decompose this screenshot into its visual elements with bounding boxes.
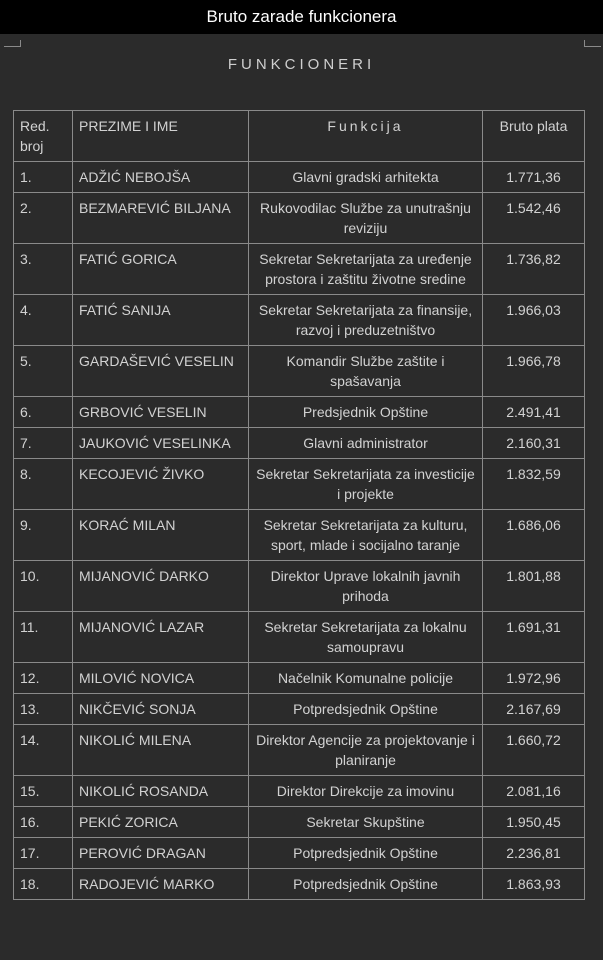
cell-rb: 9. [14,510,73,561]
table-row [14,162,585,193]
cell-rb: 18. [14,869,73,900]
cell-amount: 1.691,31 [483,612,585,663]
cell-name: JAUKOVIĆ VESELINKA [73,428,249,459]
cell-function: Glavni administrator [249,428,483,459]
cell-rb: 3. [14,244,73,295]
table-row [14,612,585,663]
header-amount: Bruto plata [483,111,585,162]
cell-name: FATIĆ GORICA [73,244,249,295]
table-row [14,838,585,869]
cell-amount: 1.542,46 [483,193,585,244]
cell-function: Sekretar Sekretarijata za kulturu, sport, mlade i socijalno taranje [249,510,483,561]
cell-name: NIKOLIĆ MILENA [73,725,249,776]
cell-name: PEROVIĆ DRAGAN [73,838,249,869]
cell-function: Načelnik Komunalne policije [249,663,483,694]
cell-amount: 1.972,96 [483,663,585,694]
cell-function: Direktor Uprave lokalnih javnih prihoda [249,561,483,612]
header-rb: Red. broj [14,111,73,162]
cell-name: BEZMAREVIĆ BILJANA [73,193,249,244]
cell-rb: 2. [14,193,73,244]
cell-rb: 13. [14,694,73,725]
cell-name: KORAĆ MILAN [73,510,249,561]
cell-rb: 10. [14,561,73,612]
cell-function: Sekretar Skupštine [249,807,483,838]
cell-name: MIJANOVIĆ LAZAR [73,612,249,663]
table-body [14,162,585,900]
table-row [14,510,585,561]
table-row [14,561,585,612]
cell-rb: 15. [14,776,73,807]
cell-amount: 2.081,16 [483,776,585,807]
cell-amount: 1.966,03 [483,295,585,346]
cell-rb: 14. [14,725,73,776]
cell-name: MILOVIĆ NOVICA [73,663,249,694]
app-title-bar [0,0,603,34]
cell-function: Sekretar Sekretarijata za uređenje prostora i zaštitu životne sredine [249,244,483,295]
cell-name: MIJANOVIĆ DARKO [73,561,249,612]
cell-name: NIKOLIĆ ROSANDA [73,776,249,807]
table-row [14,663,585,694]
bottom-edge [0,955,603,960]
cell-rb: 12. [14,663,73,694]
cell-amount: 1.771,36 [483,162,585,193]
cell-function: Direktor Direkcije za imovinu [249,776,483,807]
page-corner-mark-right [584,40,601,47]
table-row [14,776,585,807]
cell-amount: 1.801,88 [483,561,585,612]
cell-rb: 7. [14,428,73,459]
cell-function: Potpredsjednik Opštine [249,869,483,900]
document-heading: FUNKCIONERI [227,56,376,73]
cell-rb: 5. [14,346,73,397]
cell-amount: 1.832,59 [483,459,585,510]
cell-function: Rukovodilac Službe za unutrašnju reviziju [249,193,483,244]
cell-rb: 16. [14,807,73,838]
table-header-row [14,111,585,162]
cell-rb: 8. [14,459,73,510]
cell-function: Komandir Službe zaštite i spašavanja [249,346,483,397]
table-row [14,869,585,900]
cell-name: RADOJEVIĆ MARKO [73,869,249,900]
cell-amount: 1.950,45 [483,807,585,838]
cell-amount: 2.160,31 [483,428,585,459]
cell-function: Sekretar Sekretarijata za lokalnu samoupravu [249,612,483,663]
page-corner-mark-left [4,40,21,47]
cell-amount: 1.736,82 [483,244,585,295]
app-title: Bruto zarade funkcionera [206,7,397,26]
cell-amount: 2.167,69 [483,694,585,725]
table-row [14,397,585,428]
cell-rb: 6. [14,397,73,428]
cell-amount: 2.236,81 [483,838,585,869]
table-row [14,244,585,295]
cell-amount: 2.491,41 [483,397,585,428]
table-row [14,428,585,459]
cell-name: KECOJEVIĆ ŽIVKO [73,459,249,510]
cell-name: ADŽIĆ NEBOJŠA [73,162,249,193]
cell-amount: 1.686,06 [483,510,585,561]
cell-amount: 1.863,93 [483,869,585,900]
table-row [14,459,585,510]
cell-rb: 4. [14,295,73,346]
cell-name: GRBOVIĆ VESELIN [73,397,249,428]
cell-rb: 11. [14,612,73,663]
cell-name: PEKIĆ ZORICA [73,807,249,838]
cell-function: Sekretar Sekretarijata za finansije, razvoj i preduzetništvo [249,295,483,346]
cell-rb: 1. [14,162,73,193]
table-row [14,694,585,725]
cell-name: FATIĆ SANIJA [73,295,249,346]
table-row [14,193,585,244]
table-row [14,807,585,838]
cell-name: GARDAŠEVIĆ VESELIN [73,346,249,397]
cell-amount: 1.966,78 [483,346,585,397]
table-row [14,725,585,776]
cell-function: Potpredsjednik Opštine [249,838,483,869]
officials-salary-table [13,110,585,900]
cell-function: Sekretar Sekretarijata za investicije i projekte [249,459,483,510]
cell-rb: 17. [14,838,73,869]
cell-amount: 1.660,72 [483,725,585,776]
table-row [14,346,585,397]
header-name: PREZIME I IME [73,111,249,162]
cell-function: Direktor Agencije za projektovanje i planiranje [249,725,483,776]
cell-function: Glavni gradski arhitekta [249,162,483,193]
cell-function: Potpredsjednik Opštine [249,694,483,725]
header-function: Funkcija [249,111,483,162]
cell-name: NIKČEVIĆ SONJA [73,694,249,725]
table-row [14,295,585,346]
cell-function: Predsjednik Opštine [249,397,483,428]
